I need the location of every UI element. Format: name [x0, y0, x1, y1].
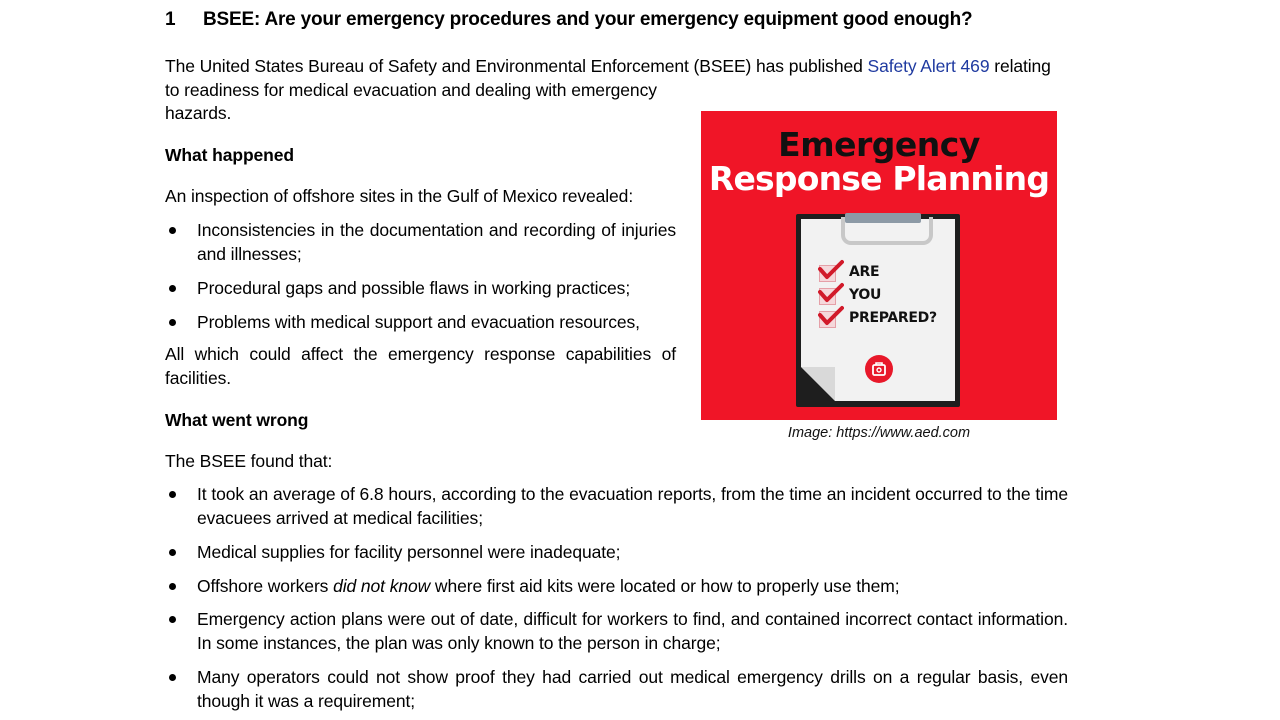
emergency-response-image	[701, 111, 1057, 420]
bullet-icon	[169, 583, 176, 590]
clipboard-paper	[801, 219, 955, 401]
bullet-icon	[169, 549, 176, 556]
checkmark-icon	[818, 259, 844, 281]
what-happened-heading: What happened	[165, 145, 294, 165]
first-aid-kit-icon	[865, 355, 893, 383]
section-heading	[165, 9, 972, 31]
bullet-icon	[169, 491, 176, 498]
intro-line-2: to readiness for medical evacuation and dealing with emergency	[165, 80, 657, 100]
list-item-text: It took an average of 6.8 hours, according to the evacuation reports, from the time an incident occurred to the time evacuees arrived at medical facilities;	[197, 484, 1068, 528]
section-number: 1	[165, 9, 176, 30]
intro-text: The United States Bureau of Safety and Environmental Enforcement (BSEE) has published	[165, 56, 868, 76]
checklist-label: YOU	[849, 287, 882, 303]
what-went-wrong-heading: What went wrong	[165, 410, 309, 430]
bullet-icon	[169, 674, 176, 681]
intro-line-1	[165, 54, 1070, 78]
checkmark-icon	[818, 282, 844, 304]
bullet-icon	[169, 616, 176, 623]
figure-title-line-2: Response Planning	[708, 159, 1050, 198]
list-item-text: Emergency action plans were out of date, difficult for workers to find, and contained incorrect contact information. In some instances, the plan was only known to the person in charge;	[197, 609, 1068, 653]
checklist-label: ARE	[849, 264, 880, 280]
list-item-text	[197, 574, 1068, 598]
bullet-icon	[169, 285, 176, 292]
page-fold	[801, 367, 835, 401]
intro-line-3: hazards.	[165, 103, 232, 123]
figure-caption: Image: https://www.aed.com	[787, 425, 971, 441]
list-item-text-part: where first aid kits were located or how to properly use them;	[430, 576, 900, 596]
section-title: BSEE: Are your emergency procedures and your emergency equipment good enough?	[203, 9, 973, 30]
list-item-text: Procedural gaps and possible flaws in working practices;	[197, 278, 631, 298]
safety-alert-link[interactable]: Safety Alert 469	[867, 56, 990, 76]
list-item-text: Inconsistencies in the documentation and recording of injuries and illnesses;	[197, 220, 676, 264]
intro-text-after-link: relating	[989, 56, 1051, 76]
bullet-icon	[169, 319, 176, 326]
list-item-text: Many operators could not show proof they had carried out medical emergency drills on a regular basis, even though it was a requirement;	[197, 667, 1068, 711]
what-happened-closing: All which could affect the emergency response capabilities of facilities.	[165, 344, 676, 388]
checklist-label: PREPARED?	[849, 310, 937, 326]
bullet-icon	[169, 227, 176, 234]
what-happened-lead: An inspection of offshore sites in the Gulf of Mexico revealed:	[165, 186, 634, 206]
list-item-text-part: Offshore workers	[197, 576, 334, 596]
what-went-wrong-lead: The BSEE found that:	[165, 451, 333, 471]
clip-bar	[845, 213, 921, 223]
clipboard-icon	[796, 214, 960, 407]
figure-title-line-1: Emergency	[778, 125, 980, 164]
list-item-text: Medical supplies for facility personnel were inadequate;	[197, 542, 621, 562]
checkmark-icon	[818, 305, 844, 327]
list-item-text: Problems with medical support and evacuation resources,	[197, 312, 640, 332]
emphasis-text: did not know	[333, 576, 431, 596]
